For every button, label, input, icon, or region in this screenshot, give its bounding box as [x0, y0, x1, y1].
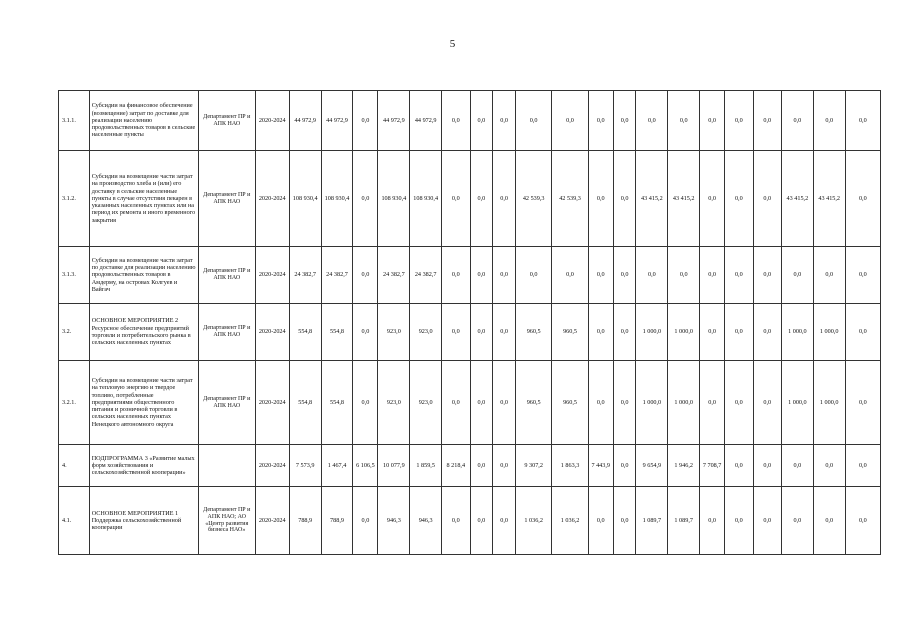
value-cell: 960,5 [552, 304, 588, 361]
table-row [59, 487, 881, 555]
value-cell: 42 539,3 [515, 151, 551, 247]
value-cell: 0,0 [813, 247, 845, 304]
value-cell: 0,0 [493, 91, 516, 151]
value-cell: 108 930,4 [321, 151, 353, 247]
executor-cell [198, 445, 255, 487]
value-cell: 0,0 [753, 151, 781, 247]
value-cell: 1 089,7 [668, 487, 700, 555]
value-cell: 42 539,3 [552, 151, 588, 247]
value-cell: 554,8 [289, 304, 321, 361]
value-cell: 0,0 [781, 247, 813, 304]
value-cell: 0,0 [845, 445, 880, 487]
value-cell: 0,0 [845, 247, 880, 304]
table-row [59, 445, 881, 487]
value-cell: 0,0 [700, 304, 725, 361]
value-cell: 0,0 [442, 361, 470, 445]
activity-name-cell: ОСНОВНОЕ МЕРОПРИЯТИЕ 1 Поддержка сельскохозяйственной кооперации [89, 487, 198, 555]
value-cell: 0,0 [636, 247, 668, 304]
table-row [59, 247, 881, 304]
row-number-cell: 3.2.1. [59, 361, 90, 445]
value-cell: 0,0 [588, 91, 613, 151]
executor-cell: Департамент ПР и АПК НАО [198, 361, 255, 445]
value-cell: 788,9 [289, 487, 321, 555]
value-cell: 0,0 [668, 247, 700, 304]
value-cell: 0,0 [753, 445, 781, 487]
value-cell: 1 000,0 [668, 304, 700, 361]
value-cell: 0,0 [613, 361, 636, 445]
period-cell: 2020-2024 [255, 445, 289, 487]
value-cell: 0,0 [470, 151, 493, 247]
value-cell: 0,0 [470, 487, 493, 555]
value-cell: 108 930,4 [410, 151, 442, 247]
value-cell: 10 077,9 [378, 445, 410, 487]
value-cell: 1 000,0 [636, 304, 668, 361]
value-cell: 923,0 [378, 304, 410, 361]
value-cell: 0,0 [613, 247, 636, 304]
value-cell: 0,0 [725, 487, 753, 555]
value-cell: 0,0 [442, 487, 470, 555]
value-cell: 0,0 [588, 247, 613, 304]
period-cell: 2020-2024 [255, 247, 289, 304]
value-cell: 1 467,4 [321, 445, 353, 487]
value-cell: 554,8 [321, 361, 353, 445]
value-cell: 7 573,9 [289, 445, 321, 487]
row-number-cell: 4. [59, 445, 90, 487]
period-cell: 2020-2024 [255, 91, 289, 151]
value-cell: 554,8 [321, 304, 353, 361]
value-cell: 1 089,7 [636, 487, 668, 555]
value-cell: 1 863,3 [552, 445, 588, 487]
value-cell: 554,8 [289, 361, 321, 445]
value-cell: 0,0 [515, 247, 551, 304]
value-cell: 0,0 [613, 487, 636, 555]
value-cell: 1 000,0 [668, 361, 700, 445]
value-cell: 0,0 [636, 91, 668, 151]
value-cell: 0,0 [353, 151, 378, 247]
value-cell: 0,0 [781, 487, 813, 555]
value-cell: 0,0 [845, 151, 880, 247]
executor-cell: Департамент ПР и АПК НАО [198, 247, 255, 304]
value-cell: 0,0 [753, 487, 781, 555]
value-cell: 0,0 [552, 91, 588, 151]
value-cell: 0,0 [700, 361, 725, 445]
value-cell: 6 106,5 [353, 445, 378, 487]
value-cell: 1 946,2 [668, 445, 700, 487]
value-cell: 0,0 [493, 304, 516, 361]
value-cell: 44 972,9 [289, 91, 321, 151]
value-cell: 1 000,0 [813, 304, 845, 361]
value-cell: 0,0 [470, 445, 493, 487]
activity-name-cell: ПОДПРОГРАММА 3 «Развитие малых форм хозяйствования и сельскохозяйственной кооперации» [89, 445, 198, 487]
value-cell: 0,0 [613, 91, 636, 151]
executor-cell: Департамент ПР и АПК НАО [198, 91, 255, 151]
value-cell: 788,9 [321, 487, 353, 555]
program-table [58, 90, 881, 555]
period-cell: 2020-2024 [255, 304, 289, 361]
value-cell: 0,0 [753, 247, 781, 304]
value-cell: 0,0 [353, 91, 378, 151]
value-cell: 0,0 [493, 247, 516, 304]
value-cell: 0,0 [725, 445, 753, 487]
table-row [59, 151, 881, 247]
value-cell: 1 000,0 [813, 361, 845, 445]
value-cell: 0,0 [753, 91, 781, 151]
value-cell: 24 382,7 [321, 247, 353, 304]
value-cell: 960,5 [515, 304, 551, 361]
value-cell: 1 000,0 [781, 304, 813, 361]
value-cell: 0,0 [725, 151, 753, 247]
value-cell: 0,0 [725, 304, 753, 361]
value-cell: 0,0 [725, 247, 753, 304]
value-cell: 44 972,9 [410, 91, 442, 151]
value-cell: 0,0 [470, 247, 493, 304]
value-cell: 923,0 [378, 361, 410, 445]
value-cell: 946,3 [378, 487, 410, 555]
value-cell: 0,0 [353, 361, 378, 445]
value-cell: 43 415,2 [668, 151, 700, 247]
value-cell: 44 972,9 [321, 91, 353, 151]
executor-cell: Департамент ПР и АПК НАО [198, 304, 255, 361]
value-cell: 0,0 [668, 91, 700, 151]
value-cell: 1 036,2 [552, 487, 588, 555]
period-cell: 2020-2024 [255, 151, 289, 247]
row-number-cell: 3.2. [59, 304, 90, 361]
value-cell: 0,0 [813, 445, 845, 487]
value-cell: 0,0 [588, 487, 613, 555]
value-cell: 0,0 [725, 361, 753, 445]
value-cell: 0,0 [353, 487, 378, 555]
value-cell: 0,0 [613, 151, 636, 247]
value-cell: 0,0 [700, 487, 725, 555]
value-cell: 9 654,9 [636, 445, 668, 487]
value-cell: 960,5 [552, 361, 588, 445]
row-number-cell: 4.1. [59, 487, 90, 555]
value-cell: 923,0 [410, 361, 442, 445]
value-cell: 1 036,2 [515, 487, 551, 555]
value-cell: 7 443,9 [588, 445, 613, 487]
value-cell: 946,3 [410, 487, 442, 555]
value-cell: 0,0 [353, 304, 378, 361]
value-cell: 0,0 [813, 91, 845, 151]
value-cell: 0,0 [470, 91, 493, 151]
value-cell: 0,0 [442, 151, 470, 247]
activity-name-cell: Субсидии на возмещение части затрат по доставке для реализации населению продовольственных товаров в Амдерму, на островах Колгуев и Вайгач [89, 247, 198, 304]
value-cell: 1 000,0 [636, 361, 668, 445]
value-cell: 24 382,7 [289, 247, 321, 304]
value-cell: 0,0 [813, 487, 845, 555]
value-cell: 0,0 [781, 445, 813, 487]
value-cell: 43 415,2 [781, 151, 813, 247]
table-row [59, 304, 881, 361]
value-cell: 0,0 [588, 304, 613, 361]
period-cell: 2020-2024 [255, 487, 289, 555]
activity-name-cell: Субсидии на возмещение части затрат на тепловую энергию и твердое топливо, потребленные предприятиями общественного питания и розничной торговли в сельских населенных пунктах Ненецкого автономного округа [89, 361, 198, 445]
value-cell: 0,0 [845, 487, 880, 555]
table-row [59, 91, 881, 151]
value-cell: 0,0 [493, 151, 516, 247]
value-cell: 9 307,2 [515, 445, 551, 487]
value-cell: 8 218,4 [442, 445, 470, 487]
executor-cell: Департамент ПР и АПК НАО; АО «Центр развития бизнеса НАО» [198, 487, 255, 555]
value-cell: 0,0 [470, 304, 493, 361]
value-cell: 0,0 [442, 247, 470, 304]
value-cell: 0,0 [753, 304, 781, 361]
value-cell: 43 415,2 [813, 151, 845, 247]
value-cell: 0,0 [588, 151, 613, 247]
value-cell: 0,0 [353, 247, 378, 304]
value-cell: 0,0 [613, 304, 636, 361]
value-cell: 7 708,7 [700, 445, 725, 487]
value-cell: 1 000,0 [781, 361, 813, 445]
table-row [59, 361, 881, 445]
value-cell: 24 382,7 [378, 247, 410, 304]
value-cell: 24 382,7 [410, 247, 442, 304]
value-cell: 0,0 [493, 361, 516, 445]
value-cell: 0,0 [442, 91, 470, 151]
value-cell: 0,0 [845, 91, 880, 151]
value-cell: 0,0 [781, 91, 813, 151]
value-cell: 0,0 [845, 361, 880, 445]
row-number-cell: 3.1.2. [59, 151, 90, 247]
value-cell: 108 930,4 [378, 151, 410, 247]
value-cell: 0,0 [493, 445, 516, 487]
value-cell: 0,0 [725, 91, 753, 151]
value-cell: 0,0 [700, 247, 725, 304]
page-number: 5 [449, 38, 456, 50]
value-cell: 0,0 [700, 91, 725, 151]
value-cell: 0,0 [588, 361, 613, 445]
activity-name-cell: ОСНОВНОЕ МЕРОПРИЯТИЕ 2 Ресурсное обеспечение предприятий торговли и потребительского рынка в сельских населенных пунктах [89, 304, 198, 361]
value-cell: 0,0 [753, 361, 781, 445]
value-cell: 44 972,9 [378, 91, 410, 151]
value-cell: 0,0 [493, 487, 516, 555]
value-cell: 0,0 [552, 247, 588, 304]
value-cell: 43 415,2 [636, 151, 668, 247]
row-number-cell: 3.1.1. [59, 91, 90, 151]
value-cell: 960,5 [515, 361, 551, 445]
value-cell: 1 859,5 [410, 445, 442, 487]
executor-cell: Департамент ПР и АПК НАО [198, 151, 255, 247]
value-cell: 0,0 [700, 151, 725, 247]
value-cell: 0,0 [470, 361, 493, 445]
activity-name-cell: Субсидии на финансовое обеспечение (возмещение) затрат по доставке для реализации населению продовольственных товаров в сельские населенные пункты [89, 91, 198, 151]
activity-name-cell: Субсидии на возмещение части затрат на производство хлеба и (или) его доставку в сельские населенные пункты в случае отсутствия пекарен в указанных населенных пунктах или на период их ремонта и иного временного закрытия [89, 151, 198, 247]
value-cell: 0,0 [613, 445, 636, 487]
value-cell: 0,0 [442, 304, 470, 361]
value-cell: 0,0 [515, 91, 551, 151]
value-cell: 923,0 [410, 304, 442, 361]
value-cell: 108 930,4 [289, 151, 321, 247]
row-number-cell: 3.1.3. [59, 247, 90, 304]
period-cell: 2020-2024 [255, 361, 289, 445]
value-cell: 0,0 [845, 304, 880, 361]
